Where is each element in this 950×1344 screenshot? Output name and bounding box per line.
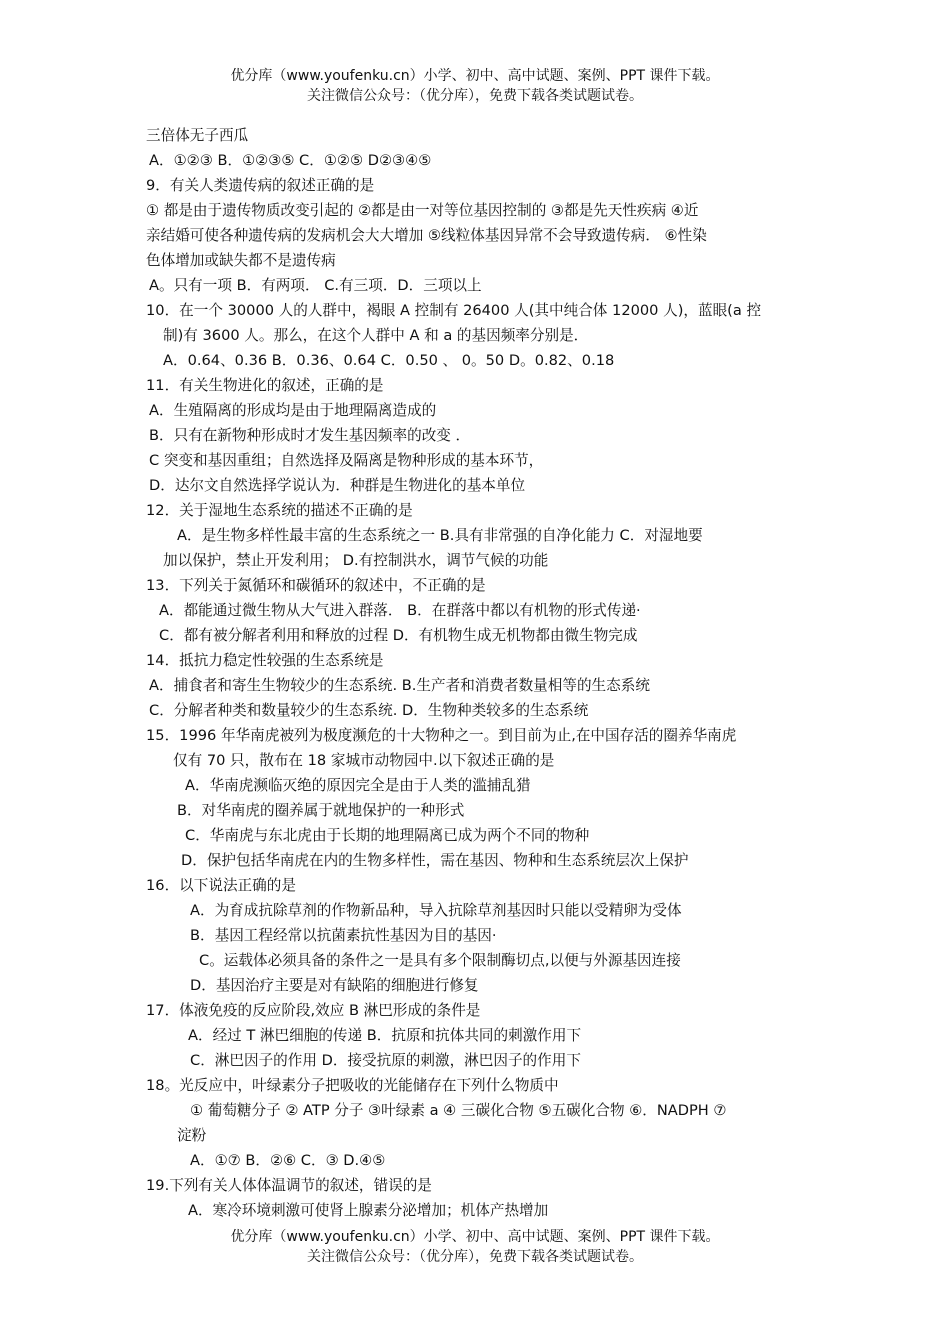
- text-line: C．都有被分解者利用和释放的过程 D．有机物生成无机物都由微生物完成: [159, 627, 638, 644]
- text-line: 制)有 3600 人。那么，在这个人群中 A 和 a 的基因频率分别是．: [163, 327, 589, 344]
- question-15-title: 15．1996 年华南虎被列为极度濒危的十大物种之一。到目前为止,在中国存活的圈养华南虎: [146, 727, 737, 744]
- text-line: A．是生物多样性最丰富的生态系统之一 B.具有非常强的自净化能力 C．对湿地要: [177, 527, 703, 544]
- text-line: A．①②③ B．①②③⑤ C．①②⑤ D②③④⑤: [149, 152, 432, 169]
- text-line: A。只有一项 B．有两项． C.有三项．D．三项以上: [149, 277, 482, 294]
- text-line: A．生殖隔离的形成均是由于地理隔离造成的: [149, 402, 437, 419]
- question-18-title: 18。光反应中，叶绿素分子把吸收的光能储存在下列什么物质中: [146, 1077, 559, 1094]
- text-line: C。运载体必须具备的条件之一是具有多个限制酶切点,以便与外源基因连接: [199, 952, 681, 969]
- text-line: 淀粉: [177, 1127, 207, 1144]
- text-line: B．只有在新物种形成时才发生基因频率的改变 ．: [149, 427, 471, 444]
- text-line: C．分解者种类和数量较少的生态系统. D．生物种类较多的生态系统: [149, 702, 589, 719]
- text-line: A．经过 T 淋巴细胞的传递 B．抗原和抗体共同的刺激作用下: [188, 1027, 582, 1044]
- text-line: C．华南虎与东北虎由于长期的地理隔离已成为两个不同的物种: [185, 827, 590, 844]
- text-line: 仅有 70 只，散布在 18 家城市动物园中.以下叙述正确的是: [173, 752, 555, 769]
- text-line: ① 都是由于遗传物质改变引起的 ②都是由一对等位基因控制的 ③都是先天性疾病 ④近: [146, 202, 699, 219]
- text-line: B．对华南虎的圈养属于就地保护的一种形式: [177, 802, 465, 819]
- text-line: A．①⑦ B．②⑥ C．③ D.④⑤: [190, 1152, 386, 1169]
- footer-line-2: 关注微信公众号：（优分库），免费下载各类试题试卷。: [307, 1249, 643, 1265]
- question-10-title: 10．在一个 30000 人的人群中，褐眼 A 控制有 26400 人(其中纯合体 12000 人)，蓝眼(a 控: [146, 302, 762, 319]
- question-19-title: 19.下列有关人体体温调节的叙述，错误的是: [146, 1177, 432, 1194]
- text-line: A．都能通过微生物从大气进入群落． B．在群落中都以有机物的形式传递·: [159, 602, 641, 619]
- page-header: [0, 66, 950, 106]
- text-line: C．淋巴因子的作用 D．接受抗原的刺激，淋巴因子的作用下: [190, 1052, 581, 1069]
- text-line: D．达尔文自然选择学说认为．种群是生物进化的基本单位: [149, 477, 526, 494]
- text-line: 色体增加或缺失都不是遗传病: [146, 252, 336, 269]
- text-line: B．基因工程经常以抗菌素抗性基因为目的基因·: [190, 927, 497, 944]
- text-line: A．寒冷环境刺激可使肾上腺素分泌增加；机体产热增加: [188, 1202, 549, 1219]
- question-17-title: 17．体液免疫的反应阶段,效应 B 淋巴形成的条件是: [146, 1002, 481, 1019]
- text-line: A．捕食者和寄生生物较少的生态系统. B.生产者和消费者数量相等的生态系统: [149, 677, 650, 694]
- text-line: 加以保护，禁止开发利用； D.有控制洪水，调节气候的功能: [163, 552, 549, 569]
- text-line: 亲结婚可使各种遗传病的发病机会大大增加 ⑤线粒体基因异常不会导致遗传病． ⑥性染: [146, 227, 707, 244]
- text-line: C 突变和基因重组；自然选择及隔离是物种形成的基本环节，: [149, 452, 544, 469]
- question-14-title: 14．抵抗力稳定性较强的生态系统是: [146, 652, 384, 669]
- question-12-title: 12．关于湿地生态系统的描述不正确的是: [146, 502, 413, 519]
- text-line: D．基因治疗主要是对有缺陷的细胞进行修复: [190, 977, 479, 994]
- question-9-title: 9．有关人类遗传病的叙述正确的是: [146, 177, 375, 194]
- question-16-title: 16．以下说法正确的是: [146, 877, 296, 894]
- text-line: 三倍体无子西瓜: [146, 127, 249, 144]
- header-line-1: 优分库（www.youfenku.cn）小学、初中、高中试题、案例、PPT 课件下载。: [230, 68, 720, 84]
- page-footer: [0, 1227, 950, 1267]
- text-line: D．保护包括华南虎在内的生物多样性，需在基因、物种和生态系统层次上保护: [181, 852, 689, 869]
- header-line-2: 关注微信公众号：（优分库），免费下载各类试题试卷。: [307, 88, 643, 104]
- footer-line-1: 优分库（www.youfenku.cn）小学、初中、高中试题、案例、PPT 课件下载。: [230, 1229, 720, 1245]
- text-line: A．0.64、0.36 B．0.36、0.64 C．0.50 、 0。50 D。0.82、0.18: [163, 352, 615, 369]
- text-line: A．华南虎濒临灭绝的原因完全是由于人类的滥捕乱猎: [185, 777, 531, 794]
- question-13-title: 13．下列关于氮循环和碳循环的叙述中，不正确的是: [146, 577, 486, 594]
- question-11-title: 11．有关生物进化的叙述，正确的是: [146, 377, 384, 394]
- text-line: ① 葡萄糖分子 ② ATP 分子 ③叶绿素 a ④ 三碳化合物 ⑤五碳化合物 ⑥．NADPH ⑦: [190, 1102, 727, 1119]
- text-line: A．为育成抗除草剂的作物新品种，导入抗除草剂基因时只能以受精卵为受体: [190, 902, 682, 919]
